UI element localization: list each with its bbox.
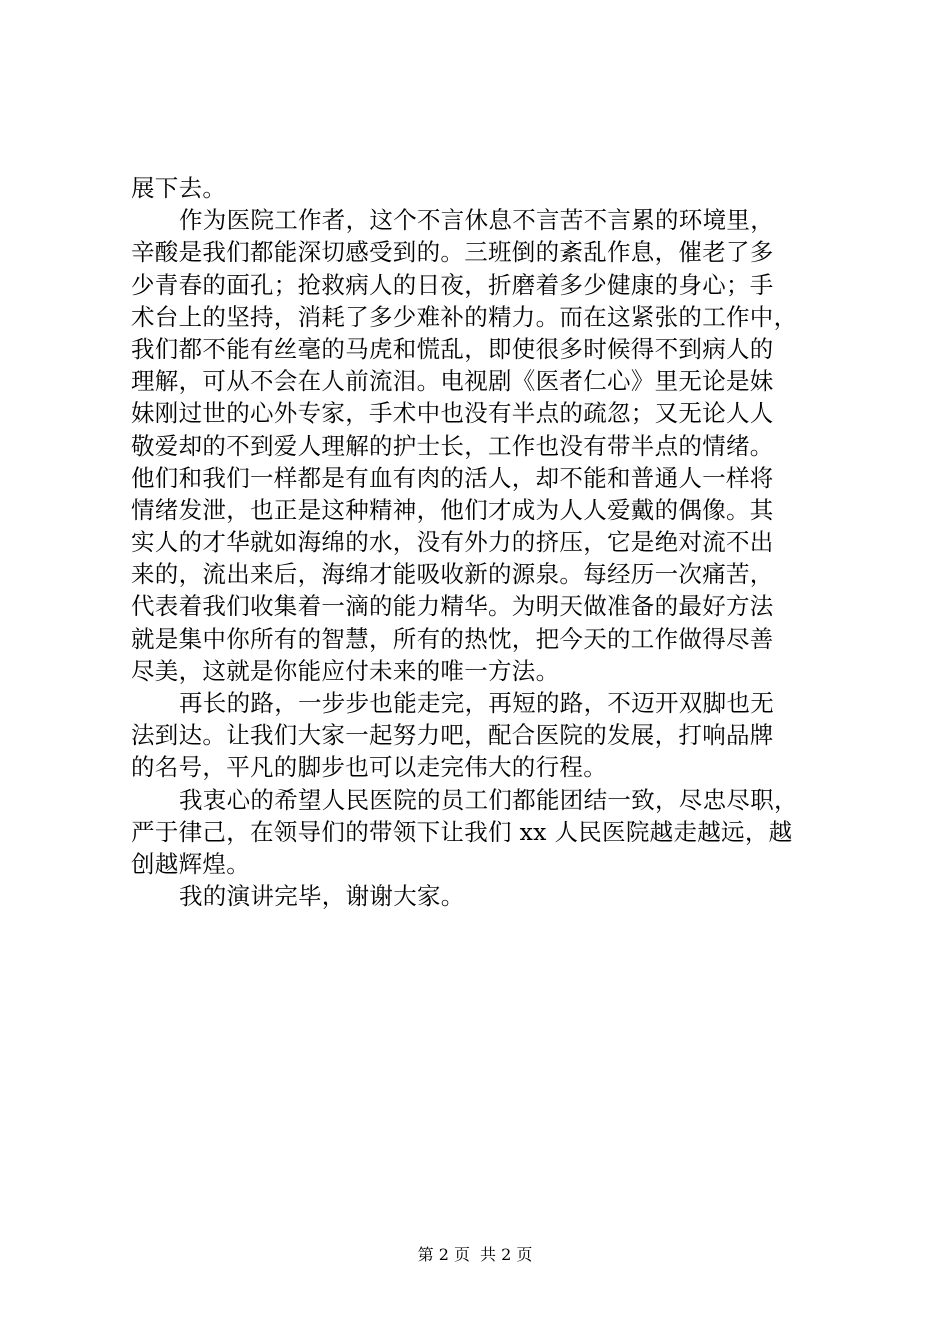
text-line: 法到达。让我们大家一起努力吧，配合医院的发展，打响品牌 xyxy=(131,721,774,750)
text-line: 妹刚过世的心外专家，手术中也没有半点的疏忽；又无论人人 xyxy=(131,399,774,428)
text-line: 辛酸是我们都能深切感受到的。三班倒的紊乱作息，催老了多 xyxy=(131,238,774,267)
page-number-total: 共 2 页 xyxy=(480,1245,533,1264)
text-line: 尽美，这就是你能应付未来的唯一方法。 xyxy=(131,656,560,685)
paragraph-first-line: 我的演讲完毕，谢谢大家。 xyxy=(179,882,465,911)
text-line: 的名号，平凡的脚步也可以走完伟大的行程。 xyxy=(131,753,607,782)
text-line: 他们和我们一样都是有血有肉的活人，却不能和普通人一样将 xyxy=(131,463,774,492)
text-line: 敬爱却的不到爱人理解的护士长，工作也没有带半点的情绪。 xyxy=(131,431,774,460)
text-line: 术台上的坚持，消耗了多少难补的精力。而在这紧张的工作中， xyxy=(131,302,798,331)
text-line: 理解，可从不会在人前流泪。电视剧《医者仁心》里无论是妹 xyxy=(131,367,774,396)
text-line: 代表着我们收集着一滴的能力精华。为明天做准备的最好方法 xyxy=(131,592,774,621)
text-line: 来的，流出来后，海绵才能吸收新的源泉。每经历一次痛苦， xyxy=(131,560,774,589)
text-line: 就是集中你所有的智慧，所有的热忱，把今天的工作做得尽善 xyxy=(131,624,774,653)
paragraph-first-line: 我衷心的希望人民医院的员工们都能团结一致，尽忠尽职， xyxy=(179,785,798,814)
text-line: 我们都不能有丝毫的马虎和慌乱，即使很多时候得不到病人的 xyxy=(131,334,774,363)
text-line: 实人的才华就如海绵的水，没有外力的挤压，它是绝对流不出 xyxy=(131,528,774,557)
paragraph-first-line: 作为医院工作者，这个不言休息不言苦不言累的环境里， xyxy=(179,206,774,235)
page-footer xyxy=(0,1245,950,1265)
text-line: 展下去。 xyxy=(131,174,227,202)
text-line: 严于律己，在领导们的带领下让我们 xx 人民医院越走越远，越 xyxy=(131,817,793,846)
text-line: 创越辉煌。 xyxy=(131,849,250,878)
page-number-current: 第 2 页 xyxy=(417,1245,470,1264)
paragraph-first-line: 再长的路，一步步也能走完，再短的路，不迈开双脚也无 xyxy=(179,689,774,717)
text-line: 情绪发泄，也正是这种精神，他们才成为人人爱戴的偶像。其 xyxy=(131,495,774,524)
text-line: 少青春的面孔；抢救病人的日夜，折磨着多少健康的身心；手 xyxy=(131,270,774,299)
document-body xyxy=(131,172,851,912)
